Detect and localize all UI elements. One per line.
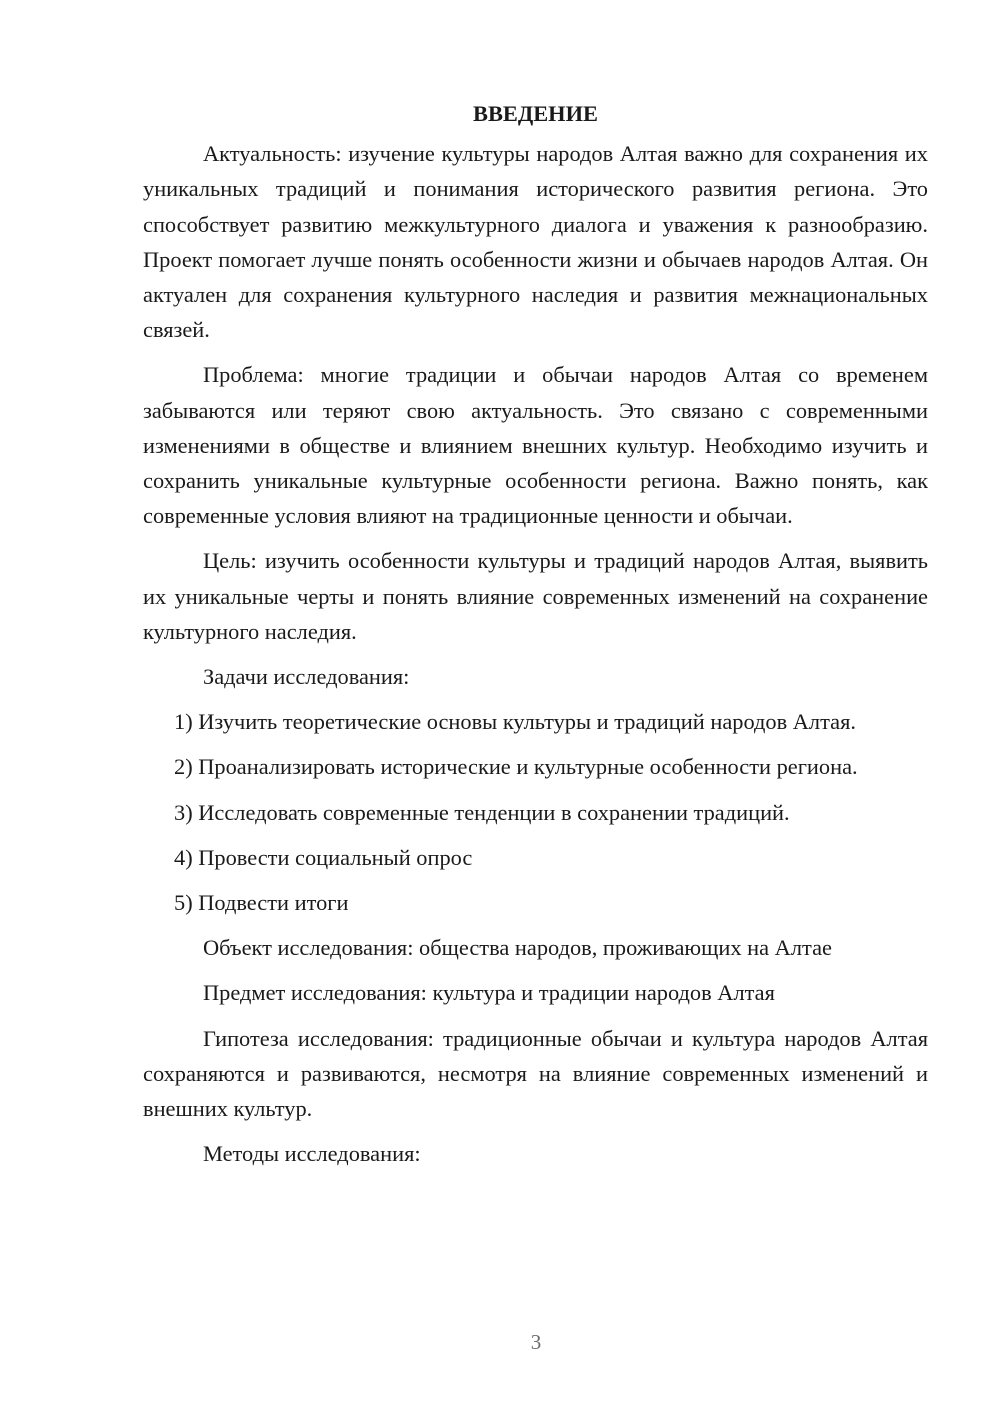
task-item: 3) Исследовать современные тенденции в сохранении традиций. [174, 799, 790, 825]
task-item: 1) Изучить теоретические основы культуры и традиций народов Алтая. [174, 709, 856, 735]
hypothesis-paragraph: Гипотеза исследования: традиционные обычаи и культура народов Алтая сохраняются и развиваются, несмотря на влияние современных изменений и внешних культур. [143, 1025, 928, 1122]
methods-heading: Методы исследования: [203, 1141, 421, 1167]
tasks-heading: Задачи исследования: [203, 664, 410, 690]
object-paragraph: Объект исследования: общества народов, проживающих на Алтае [203, 935, 832, 961]
section-title: ВВЕДЕНИЕ [473, 101, 598, 126]
task-item: 2) Проанализировать исторические и культурные особенности региона. [174, 754, 858, 780]
problem-paragraph: Проблема: многие традиции и обычаи народов Алтая со временем забываются или теряют свою актуальность. Это связано с современными изменениями в обществе и влиянием внешних культур. Необходимо изучить и сохранить уникальные культурные особенности региона. Важно понять, как современные условия влияют на традиционные ценности и обычаи. [143, 362, 928, 529]
subject-paragraph: Предмет исследования: культура и традиции народов Алтая [203, 980, 775, 1006]
relevance-paragraph: Актуальность: изучение культуры народов Алтая важно для сохранения их уникальных традиций и понимания исторического развития региона. Это способствует развитию межкультурного диалога и уважения к разнообразию. Проект помогает лучше понять особенности жизни и обычаев народов Алтая. Он актуален для сохранения культурного наследия и развития межнациональных связей. [143, 141, 928, 343]
page-number: 3 [530, 1330, 542, 1354]
goal-paragraph: Цель: изучить особенности культуры и традиций народов Алтая, выявить их уникальные черты и понять влияние современных изменений на сохранение культурного наследия. [143, 548, 928, 644]
document-body [143, 96, 928, 1181]
task-item: 5) Подвести итоги [174, 890, 349, 916]
task-item: 4) Провести социальный опрос [174, 844, 473, 870]
